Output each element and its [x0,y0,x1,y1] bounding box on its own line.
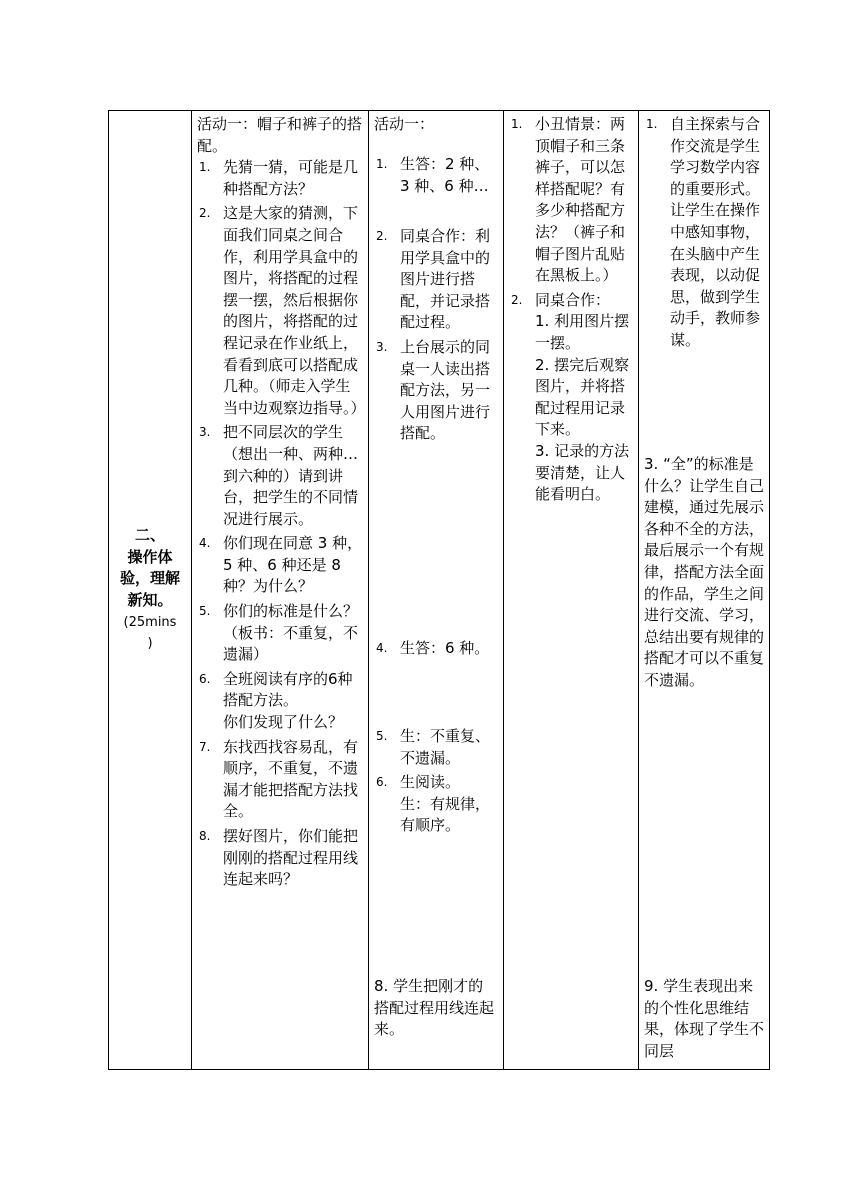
list-item: 3. 把不同层次的学生（想出一种、两种…到六种的）请到讲台，把学生的不同情况进行展示。 [199,423,359,528]
stage-title-line: 验，理解 [119,569,180,588]
list-item: 6. 生阅读。 生：有规律，有顺序。 [376,773,491,835]
stage-cell [109,111,192,1070]
intent-cell [639,111,770,1070]
list-item: 3. 上台展示的同桌一人读出搭配方法，另一人用图片进行搭配。 [376,337,491,443]
intent-item-3: 3. “全”的标准是什么？让学生自己建模，通过先展示各种不全的方法，最后展示一个有规律，搭配方法全面的作品，学生之间进行交流、学习，总结出要有规律的搭配才可以不重复不遗漏。 [644,455,765,689]
list-item: 6. 全班阅读有序的6种搭配方法。 你们发现了什么？ [199,669,353,732]
teacher-activity-cell [192,111,369,1070]
intent-item-9: 9. 学生表现出来的个性化思维结果，体现了学生不同层 [644,977,765,1060]
list-item: 5. 生：不重复、不遗漏。 [376,727,491,767]
list-item: 1. 先猜一猜，可能是几种搭配方法？ [199,158,359,198]
student-item-8: 8. 学生把刚才的搭配过程用线连起来。 [374,977,495,1039]
media-subitem: 2. 摆完后观察图片，并将搭配过程用记录下来。 [535,355,630,439]
stage-duration-close: ) [147,636,153,652]
list-item: 1. 生答：2 种、3 种、6 种… [376,155,490,195]
student-list-part1 [374,154,498,200]
teacher-activity-heading: 活动一：帽子和裤子的搭配。 [197,115,363,155]
list-item: 4. 生答：6 种。 [376,639,490,657]
list-item: 5. 你们的标准是什么？（板书：不重复，不遗漏） [199,602,359,664]
teacher-activity-list [197,157,366,891]
stage-title-line: 操作体 [127,547,173,566]
student-activity-heading: 活动一： [374,115,435,133]
list-item: 4. 你们现在同意 3 种，5 种、6 种还是 8 种？为什么？ [199,534,363,596]
intent-list [644,114,764,355]
media-list [509,114,633,506]
list-item: 2. 这是大家的猜测，下面我们同桌之间合作，利用学具盒中的图片，将搭配的过程摆一摆，然后根据你的图片，将搭配的过程记录在作业纸上，看看到底可以搭配成几种。（师走入学生当中边观察边指导。） [199,204,366,417]
student-list-part3 [374,638,498,663]
stage-title-line: 新知。 [127,591,173,609]
media-subitem: 1. 利用图片摆一摆。 [535,312,630,352]
list-item: 2. 同桌合作：利用学具盒中的图片进行搭配，并记录搭配过程。 [376,227,491,332]
student-list-part4 [374,726,498,840]
table-row [109,111,770,1070]
list-item: 7. 东找西找容易乱，有顺序，不重复，不遗漏才能把搭配方法找全。 [199,737,359,821]
stage-number: 二、 [134,526,165,545]
student-list-part2 [374,226,498,448]
list-item: 8. 摆好图片，你们能把刚刚的搭配过程用线连起来吗？ [199,827,359,889]
media-subitem: 3. 记录的方法要清楚，让人能看明白。 [535,441,630,504]
list-item: 2. 同桌合作： 1. 利用图片摆一摆。 2. 摆完后观察图片，并将搭配过程用记录下来。 3. 记录的方法要清楚，让人能看明白。 [509,290,633,506]
list-item: 1. 小丑情景：两顶帽子和三条裤子，可以怎样搭配呢？有多少种搭配方法？（裤子和帽子图片乱贴在黑板上。） [511,115,626,285]
lesson-table [108,110,770,1070]
media-cell [504,111,639,1070]
student-activity-cell [369,111,504,1070]
list-item: 1. 自主探索与合作交流是学生学习数学内容的重要形式。让学生在操作中感知事物，在头脑中产生表现，以动促思，做到学生动手，教师参谋。 [646,115,761,349]
stage-duration: (25mins [123,614,177,630]
